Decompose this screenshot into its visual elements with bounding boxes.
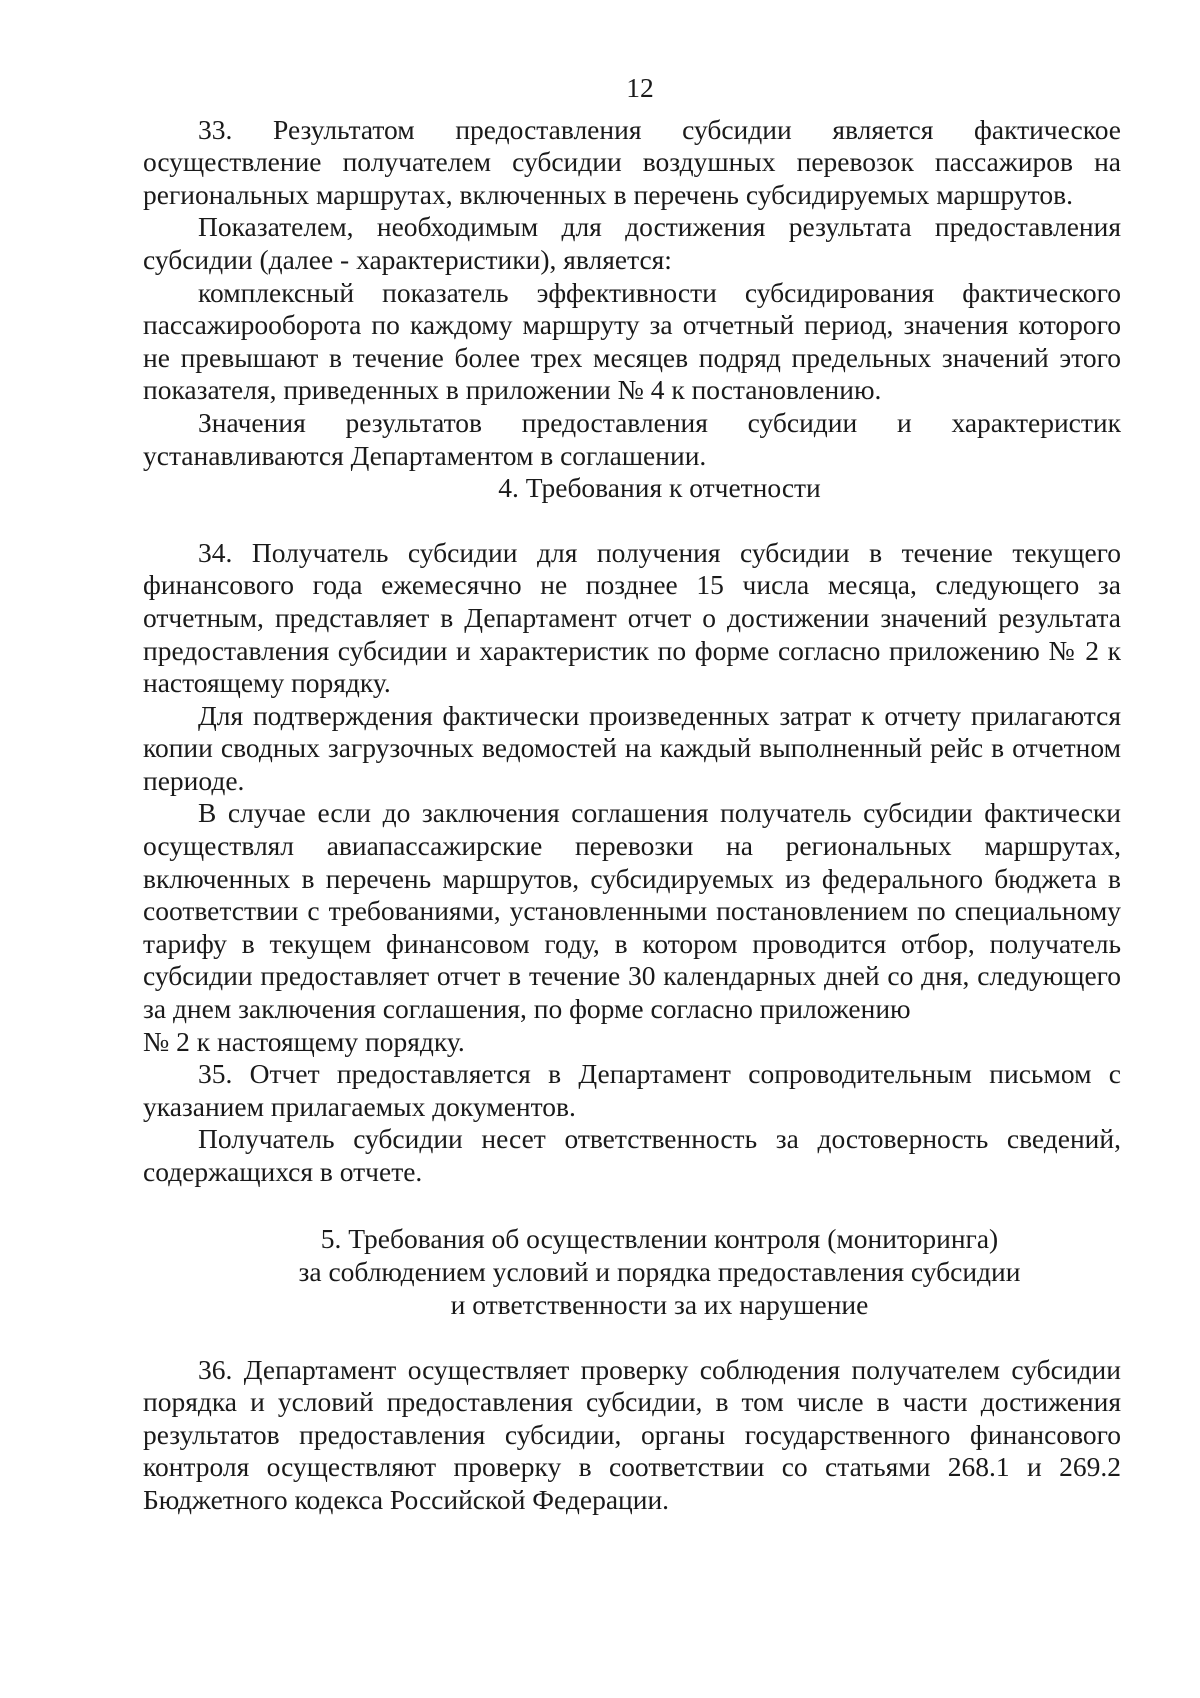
- paragraph-values: Значения результатов предоставления субсидии и характеристик устанавливаются Департаментом в соглашении.: [143, 406, 1121, 471]
- page-number: 12: [626, 72, 654, 103]
- paragraph-34: 34. Получатель субсидии для получения субсидии в течение текущего финансового года ежемесячно не позднее 15 числа месяца, следующего за отчетным, представляет в Департамент отчет о достижении значений результата предоставления субсидии и характеристик по форме согласно приложению № 2 к настоящему порядку.: [143, 536, 1121, 699]
- paragraph-36: 36. Департамент осуществляет проверку соблюдения получателем субсидии порядка и условий предоставления субсидии, в том числе в части достижения результатов предоставления субсидии, органы государственного финансового контроля осуществляют проверку в соответствии со статьями 268.1 и 269.2 Бюджетного кодекса Российской Федерации.: [143, 1353, 1121, 1515]
- section-5-heading: [143, 1222, 1121, 1321]
- paragraph-complex-indicator: комплексный показатель эффективности субсидирования фактического пассажирооборота по каждому маршруту за отчетный период, значения которого не превышают в течение более трех месяцев подряд предельных значений этого показателя, приведенных в приложении № 4 к постановлению.: [143, 276, 1121, 406]
- paragraph-indicator: Показателем, необходимым для достижения результата предоставления субсидии (далее - характеристики), является:: [143, 211, 1121, 275]
- spacer: [143, 505, 1121, 537]
- section-5-heading-line-2: за соблюдением условий и порядка предоставления субсидии: [298, 1255, 1021, 1287]
- paragraph-confirmation: Для подтверждения фактически произведенных затрат к отчету прилагаются копии сводных загрузочных ведомостей на каждый выполненный рейс в отчетном периоде.: [143, 699, 1121, 796]
- paragraph-prior-agreement: В случае если до заключения соглашения получатель субсидии фактически осуществлял авиапассажирские перевозки на региональных маршрутах, включенных в перечень маршрутов, субсидируемых из федерального бюджета в соответствии с требованиями, установленными постановлением по специальному тарифу в текущем финансовом году, в котором проводится отбор, получатель субсидии предоставляет отчет в течение 30 календарных дней со дня, следующего за днем заключения соглашения, по форме согласно приложению: [143, 797, 1121, 1025]
- document-page: [143, 72, 1121, 1517]
- section-4-heading: 4. Требования к отчетности: [498, 472, 821, 504]
- paragraph-35: 35. Отчет предоставляется в Департамент сопроводительным письмом с указанием прилагаемых документов.: [143, 1058, 1121, 1122]
- paragraph-33: 33. Результатом предоставления субсидии является фактическое осуществление получателем субсидии воздушных перевозок пассажиров на региональных маршрутах, включенных в перечень субсидируемых маршрутов.: [143, 113, 1121, 210]
- paragraph-responsibility: Получатель субсидии несет ответственность за достоверность сведений, содержащихся в отчете.: [143, 1123, 1121, 1187]
- section-5-heading-line-3: и ответственности за их нарушение: [450, 1288, 869, 1320]
- paragraph-appendix-ref: № 2 к настоящему порядку.: [143, 1025, 465, 1057]
- section-5-heading-line-1: 5. Требования об осуществлении контроля (мониторинга): [320, 1222, 999, 1254]
